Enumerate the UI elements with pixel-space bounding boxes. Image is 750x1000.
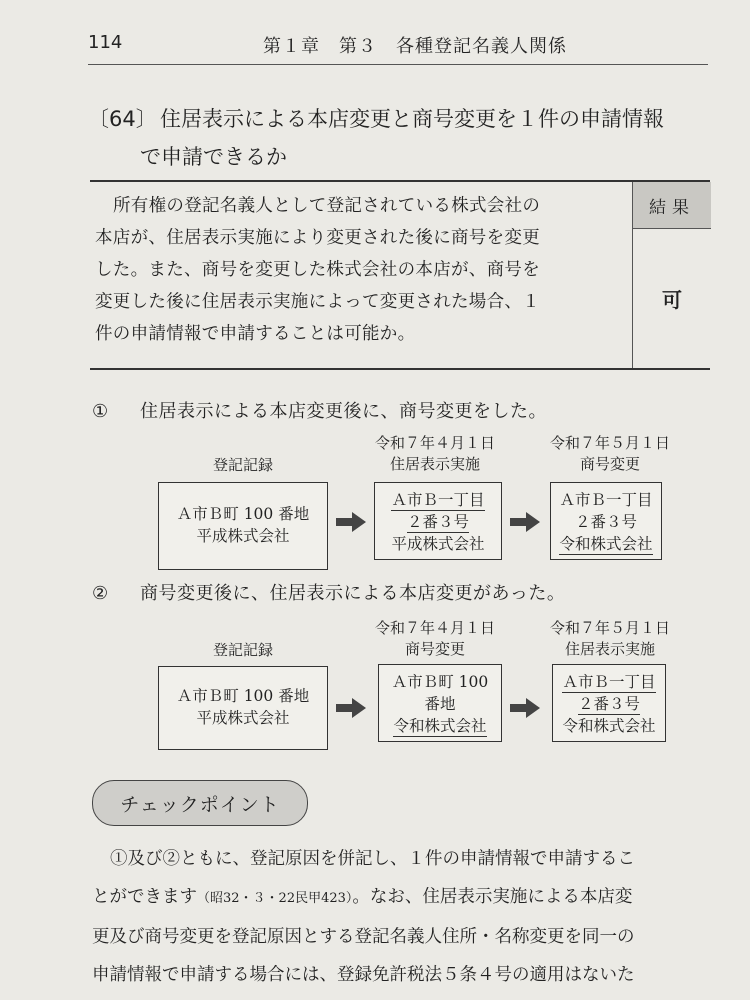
- case1-box-step3: [550, 482, 662, 560]
- question-box: [90, 180, 710, 370]
- box-line: Ａ市Ｂ町 100 番地: [176, 687, 310, 705]
- question-title-line1: 住居表示による本店変更と商号変更を１件の申請情報: [160, 107, 664, 131]
- right-arrow-icon: [510, 697, 540, 719]
- case2-label-step2: [360, 618, 510, 660]
- box-line-underlined: 令和株式会社: [559, 535, 653, 553]
- citation: （昭32・３・22民甲423）: [197, 891, 353, 906]
- box-line: 平成株式会社: [196, 527, 290, 545]
- case1-box-step2: [374, 482, 502, 560]
- box-line: Ａ市Ｂ町 100 番地: [176, 505, 310, 523]
- box-line-underlined: 令和株式会社: [393, 717, 487, 735]
- case1-step3-event: 商号変更: [579, 455, 640, 473]
- question-text-line: 変更した後に住居表示実施によって変更された場合、１: [95, 292, 540, 312]
- case2-step2-event: 商号変更: [404, 640, 465, 658]
- question-text-line: 件の申請情報で申請することは可能か。: [95, 324, 416, 344]
- box-line: 平成株式会社: [391, 535, 485, 553]
- case1-label-record: 登記記録: [212, 456, 273, 474]
- result-value: 可: [662, 287, 682, 312]
- box-line-underlined: ２番３号: [577, 695, 640, 713]
- case1-heading: [92, 397, 547, 423]
- case1-heading-text: 住居表示による本店変更後に、商号変更をした。: [140, 401, 547, 422]
- body-line: 申請情報で申請する場合には、登録免許税法５条４号の適用はないた: [92, 965, 635, 985]
- case2-label-record: 登記記録: [212, 641, 273, 659]
- case1-label-step2: [360, 433, 510, 475]
- box-line-underlined: ２番３号: [406, 513, 469, 531]
- case2-step3-date: 令和７年５月１日: [549, 619, 670, 637]
- page-header: [88, 24, 708, 65]
- result-header: 結果: [633, 182, 711, 229]
- body-line: ①及び②ともに、登記原因を併記し、１件の申請情報で申請するこ: [110, 849, 635, 869]
- checkpoint-label: チェックポイント: [92, 780, 308, 826]
- case2-heading-text: 商号変更後に、住居表示による本店変更があった。: [140, 583, 566, 604]
- box-line: 平成株式会社: [196, 709, 290, 727]
- case2-number: ②: [92, 583, 109, 604]
- checkpoint-body: [92, 840, 722, 994]
- case2-box-step2: [378, 664, 502, 742]
- box-line: 令和株式会社: [562, 717, 656, 735]
- body-line: [92, 878, 722, 918]
- result-column: [632, 182, 711, 368]
- box-line-underlined: Ａ市Ｂ一丁目: [391, 491, 485, 509]
- case1-box-record: [158, 482, 328, 570]
- case1-step2-date: 令和７年４月１日: [374, 434, 495, 452]
- case2-box-step3: [552, 664, 666, 742]
- question-text: [95, 190, 625, 350]
- case2-step2-date: 令和７年４月１日: [374, 619, 495, 637]
- question-title-line2: で申請できるか: [140, 145, 287, 169]
- question-text-line: 所有権の登記名義人として登記されている株式会社の: [113, 196, 541, 216]
- question-text-line: 本店が、住居表示実施により変更された後に商号を変更: [95, 228, 540, 248]
- box-line-underlined: Ａ市Ｂ一丁目: [562, 673, 656, 691]
- right-arrow-icon: [336, 511, 366, 533]
- question-text-line: した。また、商号を変更した株式会社の本店が、商号を: [95, 260, 540, 280]
- box-line: Ａ市Ｂ一丁目: [559, 491, 653, 509]
- box-line: ２番３号: [574, 513, 637, 531]
- body-line-part: とができます: [92, 887, 197, 907]
- case2-box-record: [158, 666, 328, 750]
- question-title: [88, 100, 718, 176]
- body-line: 更及び商号変更を登記原因とする登記名義人住所・名称変更を同一の: [92, 927, 635, 947]
- case1-step3-date: 令和７年５月１日: [549, 434, 670, 452]
- question-number: 〔64〕: [88, 107, 157, 131]
- case2-heading: [92, 579, 565, 605]
- body-line-part: 。なお、住居表示実施による本店変: [352, 887, 633, 907]
- case1-number: ①: [92, 401, 109, 422]
- right-arrow-icon: [336, 697, 366, 719]
- case1-label-step3: [535, 433, 685, 475]
- case2-label-step3: [535, 618, 685, 660]
- case2-step3-event: 住居表示実施: [564, 640, 655, 658]
- chapter-title: 第１章 第３ 各種登記名義人関係: [263, 36, 567, 57]
- right-arrow-icon: [510, 511, 540, 533]
- case1-step2-event: 住居表示実施: [389, 455, 480, 473]
- page-number: 114: [88, 32, 123, 53]
- box-line: 番地: [424, 695, 456, 713]
- box-line: Ａ市Ｂ町 100: [391, 673, 489, 691]
